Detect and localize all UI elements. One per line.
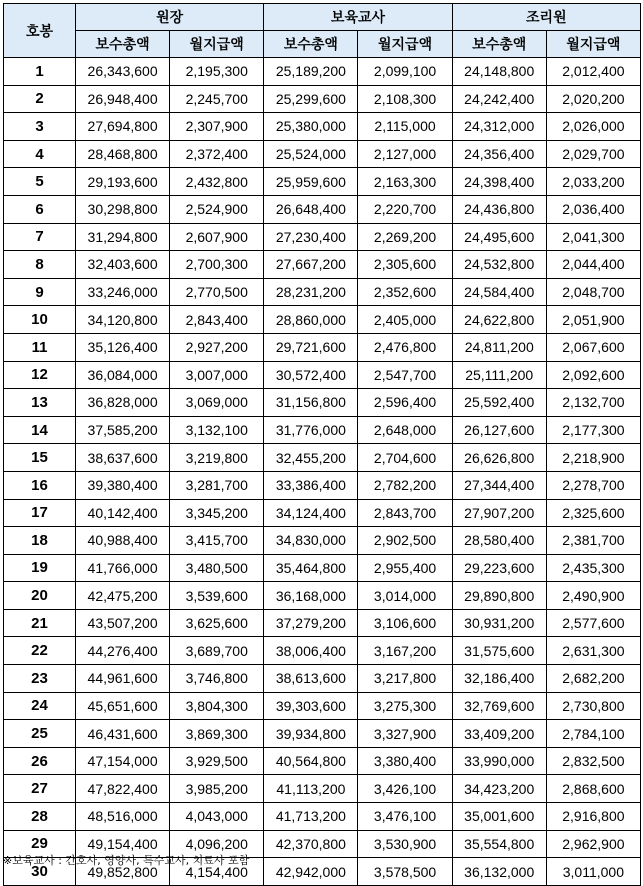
table-row <box>4 416 641 444</box>
monthly-pay-cell: 2,041,300 <box>546 223 640 251</box>
monthly-pay-cell: 3,985,200 <box>170 775 264 803</box>
total-pay-cell: 24,622,800 <box>452 306 546 334</box>
total-pay-cell: 24,811,200 <box>452 333 546 361</box>
monthly-pay-cell: 2,682,200 <box>546 665 640 693</box>
total-pay-cell: 40,142,400 <box>76 499 170 527</box>
total-pay-cell: 36,828,000 <box>76 389 170 417</box>
header-group-cook: 조리원 <box>452 4 640 31</box>
total-pay-cell: 32,769,600 <box>452 692 546 720</box>
total-pay-cell: 25,959,600 <box>264 168 358 196</box>
header-total-pay: 보수총액 <box>452 31 546 58</box>
total-pay-cell: 29,721,600 <box>264 333 358 361</box>
step-cell: 21 <box>4 609 76 637</box>
total-pay-cell: 24,398,400 <box>452 168 546 196</box>
total-pay-cell: 28,468,800 <box>76 140 170 168</box>
step-cell: 20 <box>4 582 76 610</box>
monthly-pay-cell: 4,043,000 <box>170 803 264 831</box>
total-pay-cell: 32,403,600 <box>76 251 170 279</box>
total-pay-cell: 29,223,600 <box>452 554 546 582</box>
monthly-pay-cell: 3,007,000 <box>170 361 264 389</box>
header-step: 호봉 <box>4 4 76 58</box>
total-pay-cell: 24,148,800 <box>452 58 546 86</box>
table-row <box>4 692 641 720</box>
total-pay-cell: 33,386,400 <box>264 471 358 499</box>
monthly-pay-cell: 3,327,900 <box>358 720 452 748</box>
header-group-teacher: 보육교사 <box>264 4 452 31</box>
table-row <box>4 803 641 831</box>
monthly-pay-cell: 2,269,200 <box>358 223 452 251</box>
total-pay-cell: 25,524,000 <box>264 140 358 168</box>
monthly-pay-cell: 2,547,700 <box>358 361 452 389</box>
table-row <box>4 306 641 334</box>
total-pay-cell: 32,186,400 <box>452 665 546 693</box>
step-cell: 7 <box>4 223 76 251</box>
total-pay-cell: 35,554,800 <box>452 830 546 858</box>
total-pay-cell: 27,907,200 <box>452 499 546 527</box>
monthly-pay-cell: 2,307,900 <box>170 113 264 141</box>
table-row <box>4 637 641 665</box>
header-monthly-pay: 월지급액 <box>170 31 264 58</box>
total-pay-cell: 26,626,800 <box>452 444 546 472</box>
monthly-pay-cell: 2,220,700 <box>358 195 452 223</box>
total-pay-cell: 40,988,400 <box>76 527 170 555</box>
monthly-pay-cell: 2,700,300 <box>170 251 264 279</box>
monthly-pay-cell: 2,770,500 <box>170 278 264 306</box>
monthly-pay-cell: 3,929,500 <box>170 747 264 775</box>
monthly-pay-cell: 2,704,600 <box>358 444 452 472</box>
total-pay-cell: 30,298,800 <box>76 195 170 223</box>
total-pay-cell: 42,475,200 <box>76 582 170 610</box>
monthly-pay-cell: 2,115,000 <box>358 113 452 141</box>
step-cell: 29 <box>4 830 76 858</box>
total-pay-cell: 42,942,000 <box>264 858 358 886</box>
monthly-pay-cell: 2,132,700 <box>546 389 640 417</box>
total-pay-cell: 26,648,400 <box>264 195 358 223</box>
total-pay-cell: 33,990,000 <box>452 747 546 775</box>
step-cell: 27 <box>4 775 76 803</box>
monthly-pay-cell: 2,278,700 <box>546 471 640 499</box>
monthly-pay-cell: 2,435,300 <box>546 554 640 582</box>
total-pay-cell: 40,564,800 <box>264 747 358 775</box>
total-pay-cell: 28,860,000 <box>264 306 358 334</box>
monthly-pay-cell: 2,927,200 <box>170 333 264 361</box>
total-pay-cell: 39,303,600 <box>264 692 358 720</box>
table-row <box>4 582 641 610</box>
monthly-pay-cell: 2,036,400 <box>546 195 640 223</box>
step-cell: 23 <box>4 665 76 693</box>
step-cell: 25 <box>4 720 76 748</box>
total-pay-cell: 34,124,400 <box>264 499 358 527</box>
monthly-pay-cell: 2,596,400 <box>358 389 452 417</box>
monthly-pay-cell: 2,177,300 <box>546 416 640 444</box>
monthly-pay-cell: 2,012,400 <box>546 58 640 86</box>
table-row <box>4 140 641 168</box>
total-pay-cell: 28,231,200 <box>264 278 358 306</box>
monthly-pay-cell: 2,843,700 <box>358 499 452 527</box>
table-row <box>4 85 641 113</box>
monthly-pay-cell: 2,352,600 <box>358 278 452 306</box>
monthly-pay-cell: 2,305,600 <box>358 251 452 279</box>
step-cell: 4 <box>4 140 76 168</box>
total-pay-cell: 27,694,800 <box>76 113 170 141</box>
table-body <box>4 58 641 886</box>
monthly-pay-cell: 3,539,600 <box>170 582 264 610</box>
monthly-pay-cell: 2,577,600 <box>546 609 640 637</box>
total-pay-cell: 32,455,200 <box>264 444 358 472</box>
monthly-pay-cell: 3,869,300 <box>170 720 264 748</box>
monthly-pay-cell: 3,380,400 <box>358 747 452 775</box>
monthly-pay-cell: 2,405,000 <box>358 306 452 334</box>
total-pay-cell: 33,246,000 <box>76 278 170 306</box>
step-cell: 13 <box>4 389 76 417</box>
monthly-pay-cell: 2,524,900 <box>170 195 264 223</box>
monthly-pay-cell: 2,048,700 <box>546 278 640 306</box>
total-pay-cell: 35,001,600 <box>452 803 546 831</box>
total-pay-cell: 39,934,800 <box>264 720 358 748</box>
total-pay-cell: 41,713,200 <box>264 803 358 831</box>
monthly-pay-cell: 3,625,600 <box>170 609 264 637</box>
total-pay-cell: 24,436,800 <box>452 195 546 223</box>
monthly-pay-cell: 3,281,700 <box>170 471 264 499</box>
header-group-director: 원장 <box>76 4 264 31</box>
monthly-pay-cell: 2,372,400 <box>170 140 264 168</box>
header-total-pay: 보수총액 <box>76 31 170 58</box>
total-pay-cell: 38,637,600 <box>76 444 170 472</box>
total-pay-cell: 25,111,200 <box>452 361 546 389</box>
table-row <box>4 471 641 499</box>
step-cell: 9 <box>4 278 76 306</box>
monthly-pay-cell: 2,195,300 <box>170 58 264 86</box>
total-pay-cell: 24,356,400 <box>452 140 546 168</box>
monthly-pay-cell: 2,381,700 <box>546 527 640 555</box>
table-row <box>4 223 641 251</box>
step-cell: 19 <box>4 554 76 582</box>
monthly-pay-cell: 2,476,800 <box>358 333 452 361</box>
monthly-pay-cell: 2,490,900 <box>546 582 640 610</box>
total-pay-cell: 24,242,400 <box>452 85 546 113</box>
total-pay-cell: 29,193,600 <box>76 168 170 196</box>
monthly-pay-cell: 3,106,600 <box>358 609 452 637</box>
step-cell: 14 <box>4 416 76 444</box>
total-pay-cell: 26,948,400 <box>76 85 170 113</box>
total-pay-cell: 41,113,200 <box>264 775 358 803</box>
salary-table-wrapper <box>3 3 641 886</box>
step-cell: 11 <box>4 333 76 361</box>
monthly-pay-cell: 3,578,500 <box>358 858 452 886</box>
step-cell: 22 <box>4 637 76 665</box>
step-cell: 18 <box>4 527 76 555</box>
table-row <box>4 168 641 196</box>
total-pay-cell: 42,370,800 <box>264 830 358 858</box>
total-pay-cell: 31,575,600 <box>452 637 546 665</box>
monthly-pay-cell: 2,067,600 <box>546 333 640 361</box>
total-pay-cell: 48,516,000 <box>76 803 170 831</box>
total-pay-cell: 41,766,000 <box>76 554 170 582</box>
table-row <box>4 389 641 417</box>
monthly-pay-cell: 2,051,900 <box>546 306 640 334</box>
step-cell: 30 <box>4 858 76 886</box>
monthly-pay-cell: 2,020,200 <box>546 85 640 113</box>
monthly-pay-cell: 3,480,500 <box>170 554 264 582</box>
monthly-pay-cell: 2,029,700 <box>546 140 640 168</box>
header-monthly-pay: 월지급액 <box>358 31 452 58</box>
monthly-pay-cell: 3,415,700 <box>170 527 264 555</box>
total-pay-cell: 30,931,200 <box>452 609 546 637</box>
step-cell: 10 <box>4 306 76 334</box>
monthly-pay-cell: 2,099,100 <box>358 58 452 86</box>
monthly-pay-cell: 2,730,800 <box>546 692 640 720</box>
total-pay-cell: 34,830,000 <box>264 527 358 555</box>
monthly-pay-cell: 2,033,200 <box>546 168 640 196</box>
total-pay-cell: 27,344,400 <box>452 471 546 499</box>
monthly-pay-cell: 2,902,500 <box>358 527 452 555</box>
table-row <box>4 361 641 389</box>
monthly-pay-cell: 3,011,000 <box>546 858 640 886</box>
monthly-pay-cell: 2,245,700 <box>170 85 264 113</box>
table-row <box>4 113 641 141</box>
step-cell: 16 <box>4 471 76 499</box>
total-pay-cell: 34,120,800 <box>76 306 170 334</box>
monthly-pay-cell: 2,218,900 <box>546 444 640 472</box>
total-pay-cell: 28,580,400 <box>452 527 546 555</box>
total-pay-cell: 27,667,200 <box>264 251 358 279</box>
total-pay-cell: 44,276,400 <box>76 637 170 665</box>
total-pay-cell: 27,230,400 <box>264 223 358 251</box>
table-row <box>4 333 641 361</box>
table-header <box>4 4 641 58</box>
table-row <box>4 665 641 693</box>
monthly-pay-cell: 2,782,200 <box>358 471 452 499</box>
monthly-pay-cell: 2,868,600 <box>546 775 640 803</box>
total-pay-cell: 46,431,600 <box>76 720 170 748</box>
total-pay-cell: 45,651,600 <box>76 692 170 720</box>
step-cell: 3 <box>4 113 76 141</box>
step-cell: 17 <box>4 499 76 527</box>
step-cell: 5 <box>4 168 76 196</box>
monthly-pay-cell: 3,426,100 <box>358 775 452 803</box>
step-cell: 6 <box>4 195 76 223</box>
step-cell: 15 <box>4 444 76 472</box>
total-pay-cell: 31,294,800 <box>76 223 170 251</box>
step-cell: 24 <box>4 692 76 720</box>
total-pay-cell: 24,495,600 <box>452 223 546 251</box>
monthly-pay-cell: 2,127,000 <box>358 140 452 168</box>
monthly-pay-cell: 2,607,900 <box>170 223 264 251</box>
total-pay-cell: 34,423,200 <box>452 775 546 803</box>
table-row <box>4 58 641 86</box>
total-pay-cell: 43,507,200 <box>76 609 170 637</box>
monthly-pay-cell: 3,069,000 <box>170 389 264 417</box>
total-pay-cell: 26,343,600 <box>76 58 170 86</box>
total-pay-cell: 24,532,800 <box>452 251 546 279</box>
total-pay-cell: 38,613,600 <box>264 665 358 693</box>
monthly-pay-cell: 4,096,200 <box>170 830 264 858</box>
table-row <box>4 251 641 279</box>
monthly-pay-cell: 2,108,300 <box>358 85 452 113</box>
total-pay-cell: 31,776,000 <box>264 416 358 444</box>
table-row <box>4 527 641 555</box>
monthly-pay-cell: 2,648,000 <box>358 416 452 444</box>
step-cell: 12 <box>4 361 76 389</box>
monthly-pay-cell: 2,916,800 <box>546 803 640 831</box>
total-pay-cell: 25,380,000 <box>264 113 358 141</box>
monthly-pay-cell: 2,044,400 <box>546 251 640 279</box>
total-pay-cell: 37,585,200 <box>76 416 170 444</box>
total-pay-cell: 33,409,200 <box>452 720 546 748</box>
total-pay-cell: 47,822,400 <box>76 775 170 803</box>
table-row <box>4 278 641 306</box>
table-row <box>4 747 641 775</box>
total-pay-cell: 36,132,000 <box>452 858 546 886</box>
monthly-pay-cell: 3,530,900 <box>358 830 452 858</box>
monthly-pay-cell: 2,843,400 <box>170 306 264 334</box>
monthly-pay-cell: 2,163,300 <box>358 168 452 196</box>
monthly-pay-cell: 2,092,600 <box>546 361 640 389</box>
total-pay-cell: 30,572,400 <box>264 361 358 389</box>
total-pay-cell: 36,084,000 <box>76 361 170 389</box>
total-pay-cell: 35,126,400 <box>76 333 170 361</box>
total-pay-cell: 25,299,600 <box>264 85 358 113</box>
total-pay-cell: 29,890,800 <box>452 582 546 610</box>
monthly-pay-cell: 3,167,200 <box>358 637 452 665</box>
total-pay-cell: 49,852,800 <box>76 858 170 886</box>
monthly-pay-cell: 2,832,500 <box>546 747 640 775</box>
table-row <box>4 444 641 472</box>
total-pay-cell: 47,154,000 <box>76 747 170 775</box>
monthly-pay-cell: 3,219,800 <box>170 444 264 472</box>
salary-table <box>3 3 641 886</box>
header-monthly-pay: 월지급액 <box>546 31 640 58</box>
monthly-pay-cell: 3,804,300 <box>170 692 264 720</box>
monthly-pay-cell: 2,026,000 <box>546 113 640 141</box>
monthly-pay-cell: 3,476,100 <box>358 803 452 831</box>
step-cell: 2 <box>4 85 76 113</box>
step-cell: 8 <box>4 251 76 279</box>
total-pay-cell: 44,961,600 <box>76 665 170 693</box>
total-pay-cell: 36,168,000 <box>264 582 358 610</box>
table-row <box>4 609 641 637</box>
monthly-pay-cell: 3,275,300 <box>358 692 452 720</box>
step-cell: 28 <box>4 803 76 831</box>
total-pay-cell: 35,464,800 <box>264 554 358 582</box>
monthly-pay-cell: 2,784,100 <box>546 720 640 748</box>
step-cell: 26 <box>4 747 76 775</box>
monthly-pay-cell: 3,014,000 <box>358 582 452 610</box>
total-pay-cell: 25,592,400 <box>452 389 546 417</box>
total-pay-cell: 25,189,200 <box>264 58 358 86</box>
step-cell: 1 <box>4 58 76 86</box>
monthly-pay-cell: 4,154,400 <box>170 858 264 886</box>
table-row <box>4 720 641 748</box>
monthly-pay-cell: 2,955,400 <box>358 554 452 582</box>
total-pay-cell: 24,312,000 <box>452 113 546 141</box>
header-total-pay: 보수총액 <box>264 31 358 58</box>
total-pay-cell: 37,279,200 <box>264 609 358 637</box>
total-pay-cell: 38,006,400 <box>264 637 358 665</box>
monthly-pay-cell: 3,345,200 <box>170 499 264 527</box>
total-pay-cell: 49,154,400 <box>76 830 170 858</box>
monthly-pay-cell: 2,432,800 <box>170 168 264 196</box>
monthly-pay-cell: 3,217,800 <box>358 665 452 693</box>
monthly-pay-cell: 3,689,700 <box>170 637 264 665</box>
total-pay-cell: 24,584,400 <box>452 278 546 306</box>
table-row <box>4 499 641 527</box>
table-row <box>4 775 641 803</box>
table-row <box>4 195 641 223</box>
footnote: ※보육교사 : 간호사, 영양사, 특수교사, 치료사 포함 <box>3 854 250 867</box>
total-pay-cell: 39,380,400 <box>76 471 170 499</box>
total-pay-cell: 31,156,800 <box>264 389 358 417</box>
monthly-pay-cell: 2,325,600 <box>546 499 640 527</box>
monthly-pay-cell: 2,631,300 <box>546 637 640 665</box>
monthly-pay-cell: 2,962,900 <box>546 830 640 858</box>
monthly-pay-cell: 3,746,800 <box>170 665 264 693</box>
monthly-pay-cell: 3,132,100 <box>170 416 264 444</box>
table-row <box>4 554 641 582</box>
total-pay-cell: 26,127,600 <box>452 416 546 444</box>
